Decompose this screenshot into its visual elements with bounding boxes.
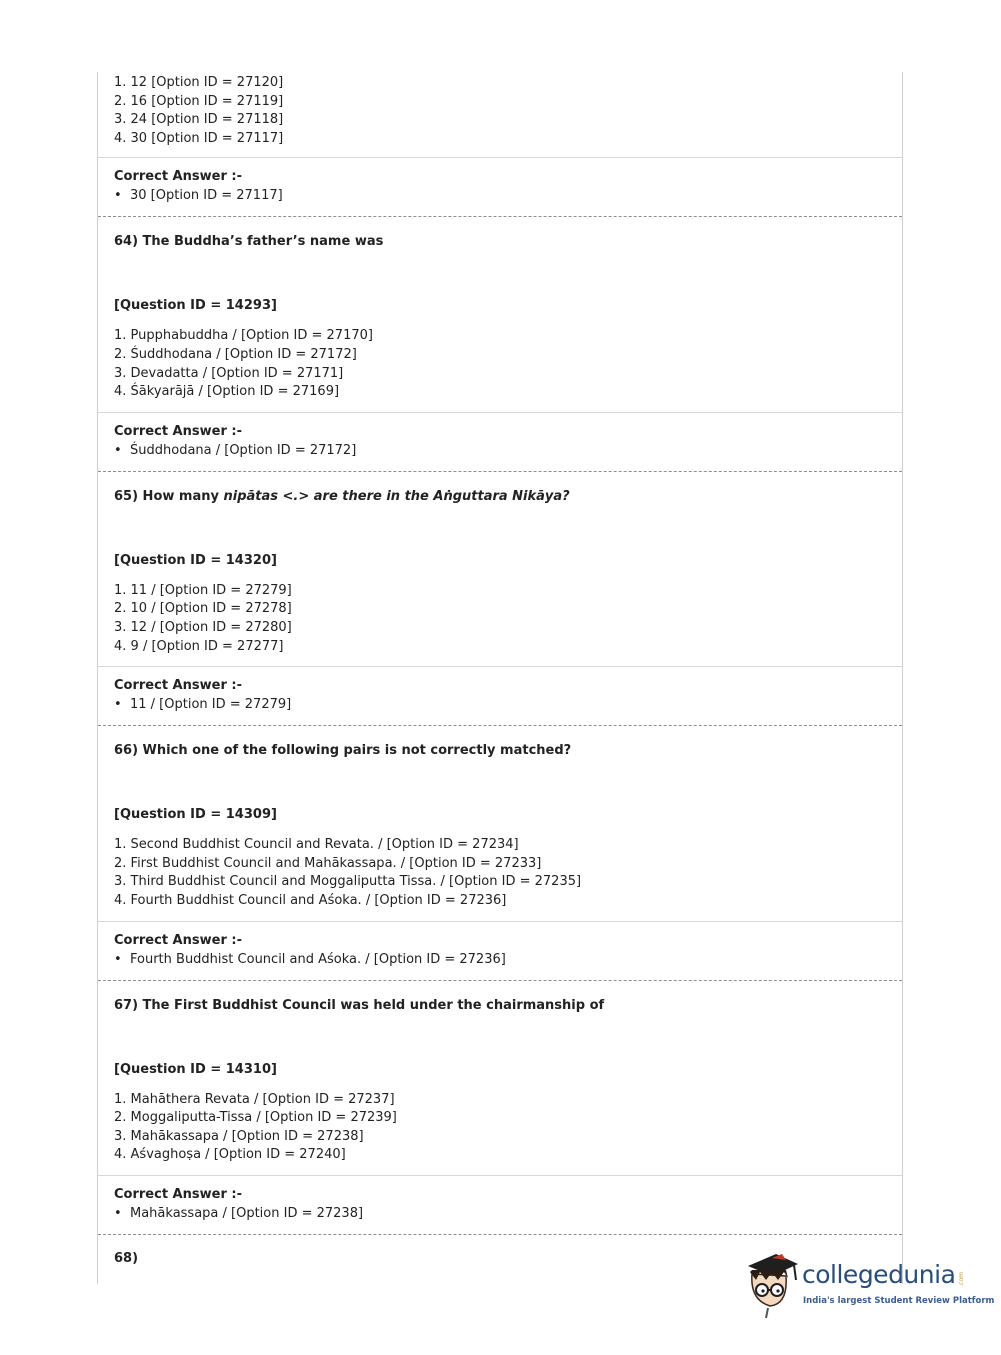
question-65 <box>98 472 902 667</box>
option-item: 3. 12 / [Option ID = 27280] <box>114 619 292 635</box>
option-item: 1. Pupphabuddha / [Option ID = 27170] <box>114 328 373 344</box>
correct-answer-text: Mahākassapa / [Option ID = 27238] <box>130 1205 364 1221</box>
question-67 <box>98 981 902 1176</box>
correct-answer-66 <box>98 922 902 981</box>
question-id: [Question ID = 14309] <box>114 807 277 823</box>
mascot-icon <box>742 1250 802 1320</box>
correct-answer-item <box>114 441 902 461</box>
correct-answer-65 <box>98 667 902 726</box>
bullet-icon: • <box>114 951 122 967</box>
correct-answer-label: Correct Answer :- <box>114 423 242 439</box>
question-options <box>114 836 902 920</box>
correct-answer-text: 30 [Option ID = 27117] <box>130 188 283 204</box>
question-id: [Question ID = 14320] <box>114 552 277 568</box>
question-id: [Question ID = 14293] <box>114 298 277 314</box>
question-options <box>114 582 902 666</box>
question-64 <box>98 217 902 412</box>
correct-answer-label: Correct Answer :- <box>114 932 242 948</box>
option-item: 1. Mahāthera Revata / [Option ID = 27237] <box>114 1091 395 1107</box>
correct-answer-item <box>114 950 902 970</box>
correct-answer-label: Correct Answer :- <box>114 678 242 694</box>
question-title: 67) The First Buddhist Council was held under the chairmanship of <box>114 997 605 1013</box>
correct-answer-text: 11 / [Option ID = 27279] <box>130 697 292 713</box>
collegedunia-logo <box>742 1250 995 1320</box>
bullet-icon: • <box>114 442 122 458</box>
option-item: 4. Fourth Buddhist Council and Aśoka. / [Option ID = 27236] <box>114 892 507 908</box>
option-item: 4. Aśvaghoṣa / [Option ID = 27240] <box>114 1147 346 1163</box>
question-68-title: 68) <box>114 1250 139 1266</box>
document-page <box>97 72 903 1284</box>
option-item: 3. Mahākassapa / [Option ID = 27238] <box>114 1128 364 1144</box>
option-item: 4. 30 [Option ID = 27117] <box>114 130 284 146</box>
logo-tagline: India's largest Student Review Platform <box>803 1296 995 1306</box>
option-item: 1. Second Buddhist Council and Revata. / [Option ID = 27234] <box>114 837 519 853</box>
correct-answer-label: Correct Answer :- <box>114 169 242 185</box>
question-title: 66) Which one of the following pairs is not correctly matched? <box>114 743 572 759</box>
option-item: 2. Moggaliputta-Tissa / [Option ID = 27239] <box>114 1110 397 1126</box>
option-item: 4. Śākyarājā / [Option ID = 27169] <box>114 384 340 400</box>
question-title: 64) The Buddha’s father’s name was <box>114 234 384 250</box>
question-title-italic: nipātas <.> are there in the Aṅguttara Nikāya? <box>223 488 570 504</box>
logo-wordmark: collegedunia <box>802 1260 956 1289</box>
option-item: 3. Third Buddhist Council and Moggaliputta Tissa. / [Option ID = 27235] <box>114 874 582 890</box>
logo-suffix: .com <box>958 1272 965 1287</box>
prev-question-options <box>98 72 902 158</box>
bullet-icon: • <box>114 1205 122 1221</box>
correct-answer-text: Fourth Buddhist Council and Aśoka. / [Option ID = 27236] <box>130 951 506 967</box>
question-66 <box>98 726 902 921</box>
correct-answer-item <box>114 186 902 206</box>
option-item: 2. 16 [Option ID = 27119] <box>114 93 284 109</box>
option-item: 1. 12 [Option ID = 27120] <box>114 75 284 90</box>
option-item: 2. Śuddhodana / [Option ID = 27172] <box>114 346 357 362</box>
question-title-prefix: 65) How many <box>114 488 224 504</box>
bullet-icon: • <box>114 697 122 713</box>
question-id: [Question ID = 14310] <box>114 1061 277 1077</box>
option-item: 1. 11 / [Option ID = 27279] <box>114 582 292 598</box>
question-options <box>114 1091 902 1175</box>
option-item: 4. 9 / [Option ID = 27277] <box>114 638 284 654</box>
question-options <box>114 327 902 411</box>
correct-answer-item <box>114 1204 902 1224</box>
correct-answer-64 <box>98 413 902 472</box>
prev-correct-answer <box>98 158 902 217</box>
option-item: 2. First Buddhist Council and Mahākassapa. / [Option ID = 27233] <box>114 855 542 871</box>
correct-answer-text: Śuddhodana / [Option ID = 27172] <box>130 442 357 458</box>
option-item: 2. 10 / [Option ID = 27278] <box>114 601 292 617</box>
correct-answer-label: Correct Answer :- <box>114 1186 242 1202</box>
correct-answer-item <box>114 695 902 715</box>
correct-answer-67 <box>98 1176 902 1235</box>
option-item: 3. 24 [Option ID = 27118] <box>114 112 284 128</box>
bullet-icon: • <box>114 188 122 204</box>
option-item: 3. Devadatta / [Option ID = 27171] <box>114 365 344 381</box>
question-title <box>114 487 902 507</box>
